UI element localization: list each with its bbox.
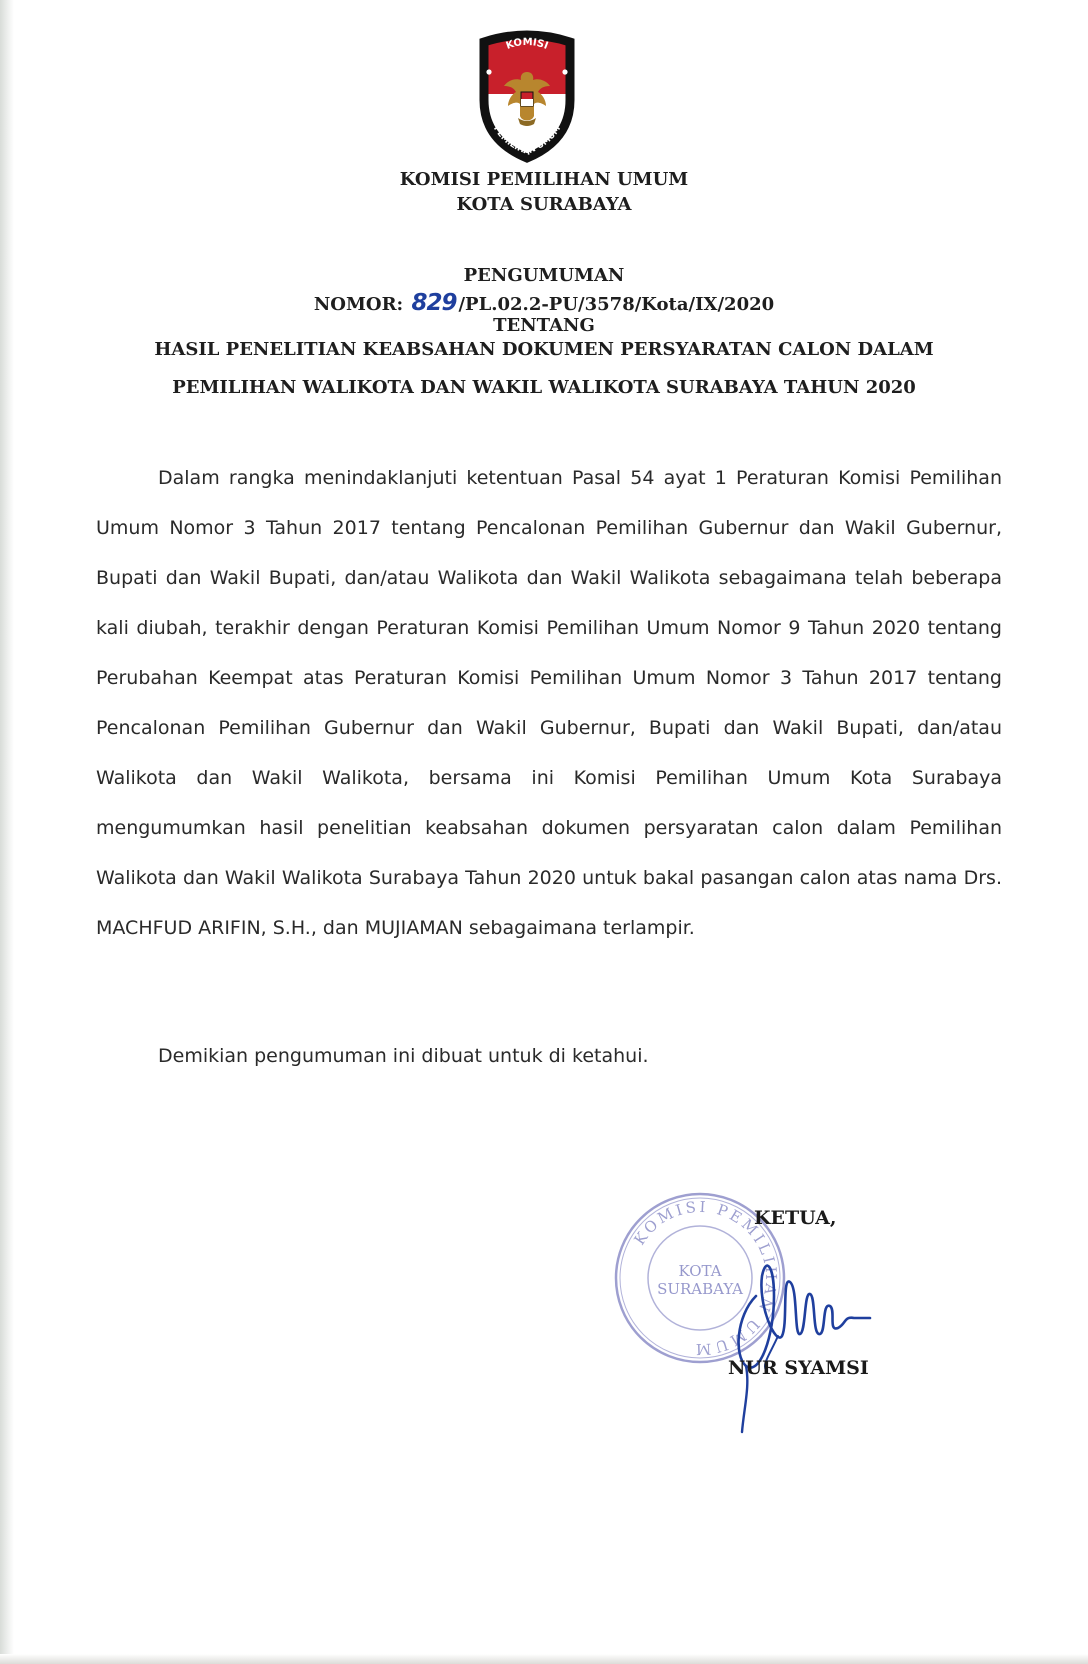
announcement-about: TENTANG xyxy=(493,315,595,336)
institution-city: KOTA SURABAYA xyxy=(456,194,632,215)
announcement-title-line2: PEMILIHAN WALIKOTA DAN WAKIL WALIKOTA SURABAYA TAHUN 2020 xyxy=(172,377,916,398)
logo-text-bottom: PEMILIHAN UMUM xyxy=(491,124,563,158)
body-paragraph-main: Dalam rangka menindaklanjuti ketentuan Pasal 54 ayat 1 Peraturan Komisi Pemilihan Umum Nomor 3 Tahun 2017 tentang Pencalonan Pemilihan Gubernur dan Wakil Gubernur, Bupati dan Wakil Bupati, dan/atau Walikota dan Wakil Walikota sebagaimana telah beberapa kali diubah, terakhir dengan Peraturan Komisi Pemilihan Umum Nomor 9 Tahun 2020 tentang Perubahan Keempat atas Peraturan Komisi Pemilihan Umum Nomor 3 Tahun 2017 tentang Pencalonan Pemilihan Gubernur dan Wakil Gubernur, Bupati dan Wakil Bupati, dan/atau Walikota dan Wakil Walikota, bersama ini Komisi Pemilihan Umum Kota Surabaya mengumumkan hasil penelitian keabsahan dokumen persyaratan calon dalam Pemilihan Walikota dan Wakil Walikota Surabaya Tahun 2020 untuk bakal pasangan calon atas nama Drs. MACHFUD ARIFIN, S.H., dan MUJIAMAN sebagaimana terlampir. xyxy=(96,467,1002,939)
announcement-type: PENGUMUMAN xyxy=(463,265,625,286)
handwritten-signature xyxy=(716,1236,876,1436)
scan-bottom-shadow xyxy=(0,1654,1088,1664)
stamp-center-line2: SURABAYA xyxy=(657,1280,743,1298)
shield-dot-right xyxy=(562,69,567,74)
scan-edge-shadow xyxy=(0,0,14,1664)
logo-text-top: KOMISI xyxy=(504,36,550,52)
number-suffix: /PL.02.2-PU/3578/Kota/IX/2020 xyxy=(458,294,775,315)
handwritten-number: 829 xyxy=(411,290,457,316)
stamp-ring-text: KOMISI PEMILIHAN UMUM xyxy=(630,1197,781,1359)
kpu-logo xyxy=(472,28,582,164)
announcement-title-line1: HASIL PENELITIAN KEABSAHAN DOKUMEN PERSYARATAN CALON DALAM xyxy=(154,339,934,360)
signatory-position: KETUA, xyxy=(754,1207,837,1229)
number-prefix: NOMOR: xyxy=(313,294,404,315)
signatory-name: NUR SYAMSI xyxy=(728,1357,869,1379)
announcement-number xyxy=(0,290,1088,316)
institution-name: KOMISI PEMILIHAN UMUM xyxy=(399,169,689,190)
stamp-center-line1: KOTA xyxy=(678,1262,722,1280)
shield-dot-left xyxy=(486,69,491,74)
body-paragraph-closing: Demikian pengumuman ini dibuat untuk di ketahui. xyxy=(158,1045,649,1067)
